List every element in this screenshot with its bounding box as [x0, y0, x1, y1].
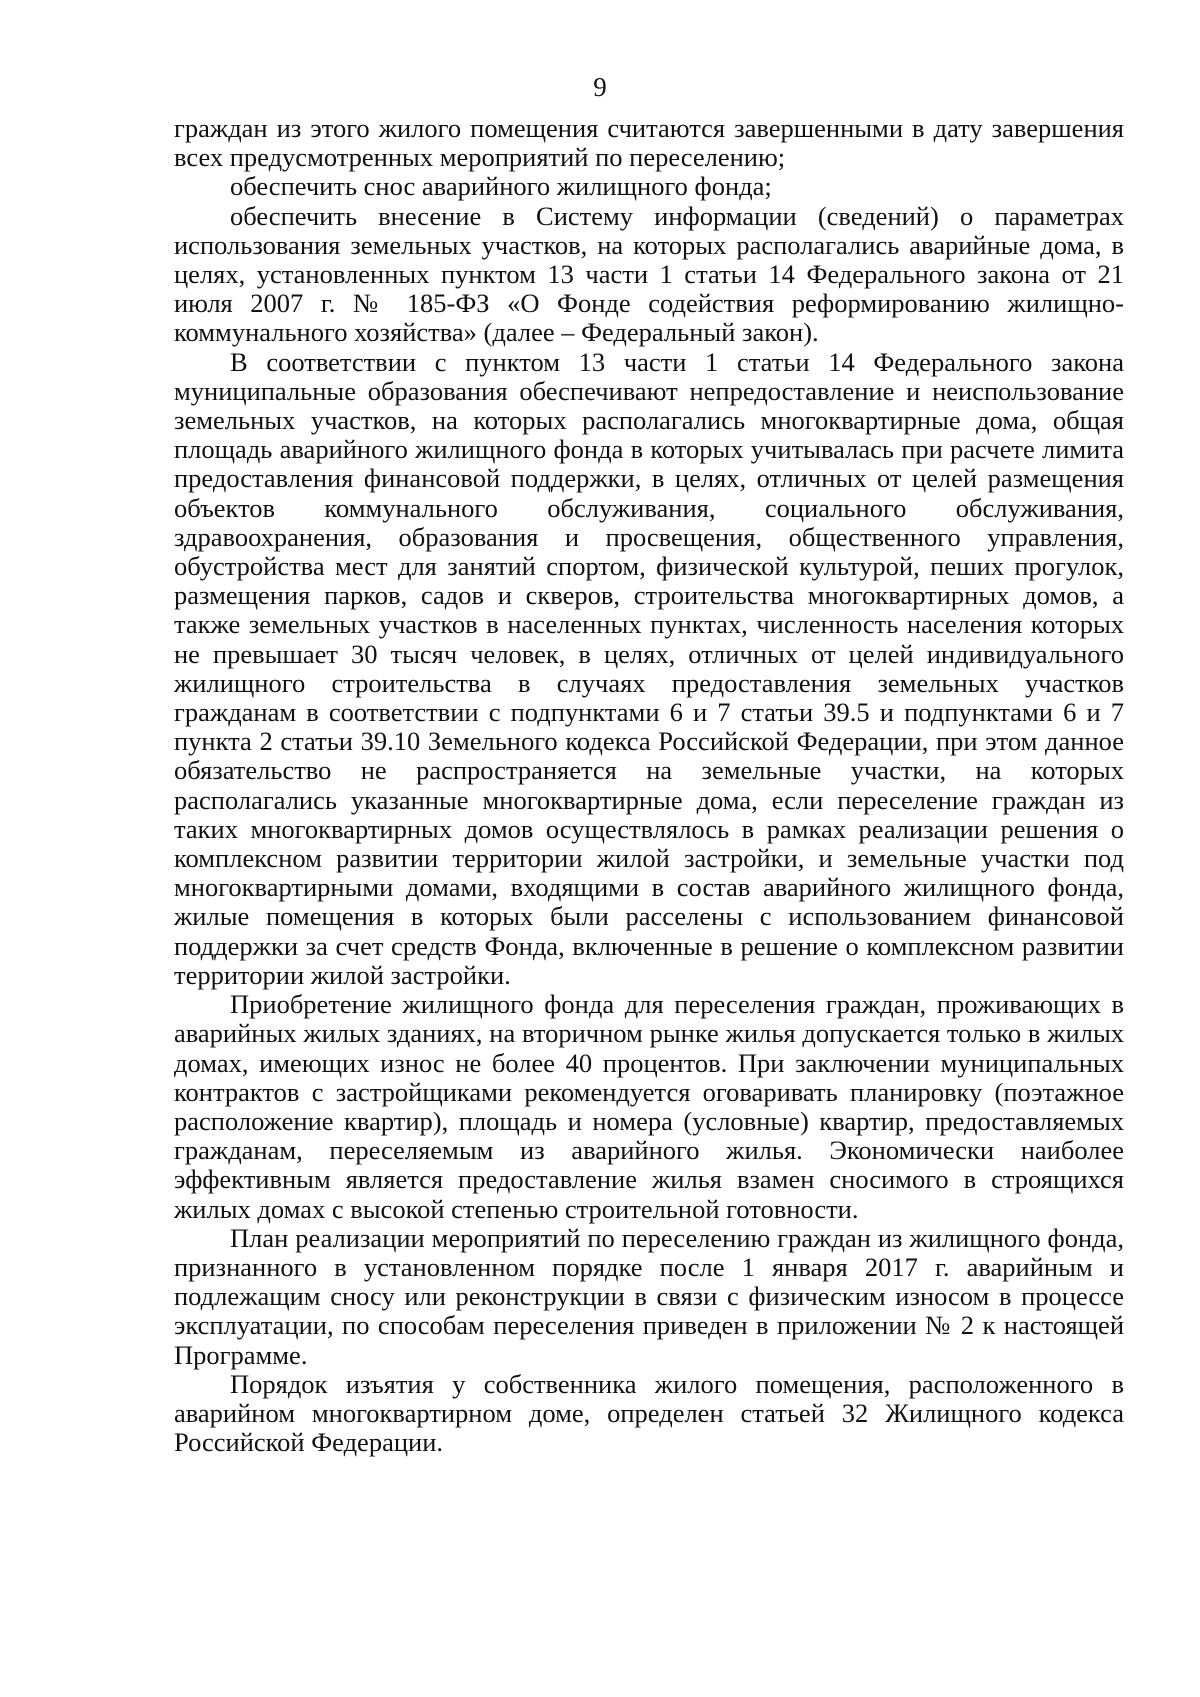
- document-body: [174, 114, 1124, 1457]
- paragraph-land-use: В соответствии с пунктом 13 части 1 статьи 14 Федерального закона муниципальные образования обеспечивают непредоставление и неиспользование земельных участков, на которых располагались многоквартирные дома, общая площадь аварийного жилищного фонда в которых учитывалась при расчете лимита предоставления финансовой поддержки, в целях, отличных от целей размещения объектов коммунального обслуживания, социального обслуживания, здравоохранения, образования и просвещения, общественного управления, обустройства мест для занятий спортом, физической культурой, пеших прогулок, размещения парков, садов и скверов, строительства многоквартирных домов, а также земельных участков в населенных пунктах, численность населения которых не превышает 30 тысяч человек, в целях, отличных от целей индивидуального жилищного строительства в случаях предоставления земельных участков гражданам в соответствии с подпунктами 6 и 7 статьи 39.5 и подпунктами 6 и 7 пункта 2 статьи 39.10 Земельного кодекса Российской Федерации, при этом данное обязательство не распространяется на земельные участки, на которых располагались указанные многоквартирные дома, если переселение граждан из таких многоквартирных домов осуществлялось в рамках реализации решения о комплексном развитии территории жилой застройки, и земельные участки под многоквартирными домами, входящими в состав аварийного жилищного фонда, жилые помещения в которых были расселены с использованием финансовой поддержки за счет средств Фонда, включенные в решение о комплексном развитии территории жилой застройки.: [174, 346, 1124, 990]
- paragraph-system-info: обеспечить внесение в Систему информации (сведений) о параметрах использования земельных участков, на которых располагались аварийные дома, в целях, установленных пунктом 13 части 1 статьи 14 Федерального закона от 21 июля 2007 г. № 185-ФЗ «О Фонде содействия реформированию жилищно-коммунального хозяйства» (далее – Федеральный закон).: [174, 200, 1124, 348]
- paragraph-seizure-procedure: Порядок изъятия у собственника жилого помещения, расположенного в аварийном многоквартирном доме, определен статьей 32 Жилищного кодекса Российской Федерации.: [174, 1368, 1124, 1458]
- page-number: 9: [593, 72, 607, 102]
- paragraph-demolition: обеспечить снос аварийного жилищного фонда;: [230, 171, 772, 202]
- paragraph-resettlement-plan: План реализации мероприятий по переселению граждан из жилищного фонда, признанного в установленном порядке после 1 января 2017 г. аварийным и подлежащим сносу или реконструкции в связи с физическим износом в процессе эксплуатации, по способам переселения приведен в приложении № 2 к настоящей Программе.: [174, 1222, 1124, 1370]
- paragraph-continuation: граждан из этого жилого помещения считаются завершенными в дату завершения всех предусмотренных мероприятий по переселению;: [174, 113, 1124, 173]
- paragraph-housing-acquisition: Приобретение жилищного фонда для переселения граждан, проживающих в аварийных жилых зданиях, на вторичном рынке жилья допускается только в жилых домах, имеющих износ не более 40 процентов. При заключении муниципальных контрактов с застройщиками рекомендуется оговаривать планировку (поэтажное расположение квартир), площадь и номера (условные) квартир, предоставляемых гражданам, переселяемым из аварийного жилья. Экономически наиболее эффективным является предоставление жилья взамен сносимого в строящихся жилых домах с высокой степенью строительной готовности.: [174, 989, 1124, 1224]
